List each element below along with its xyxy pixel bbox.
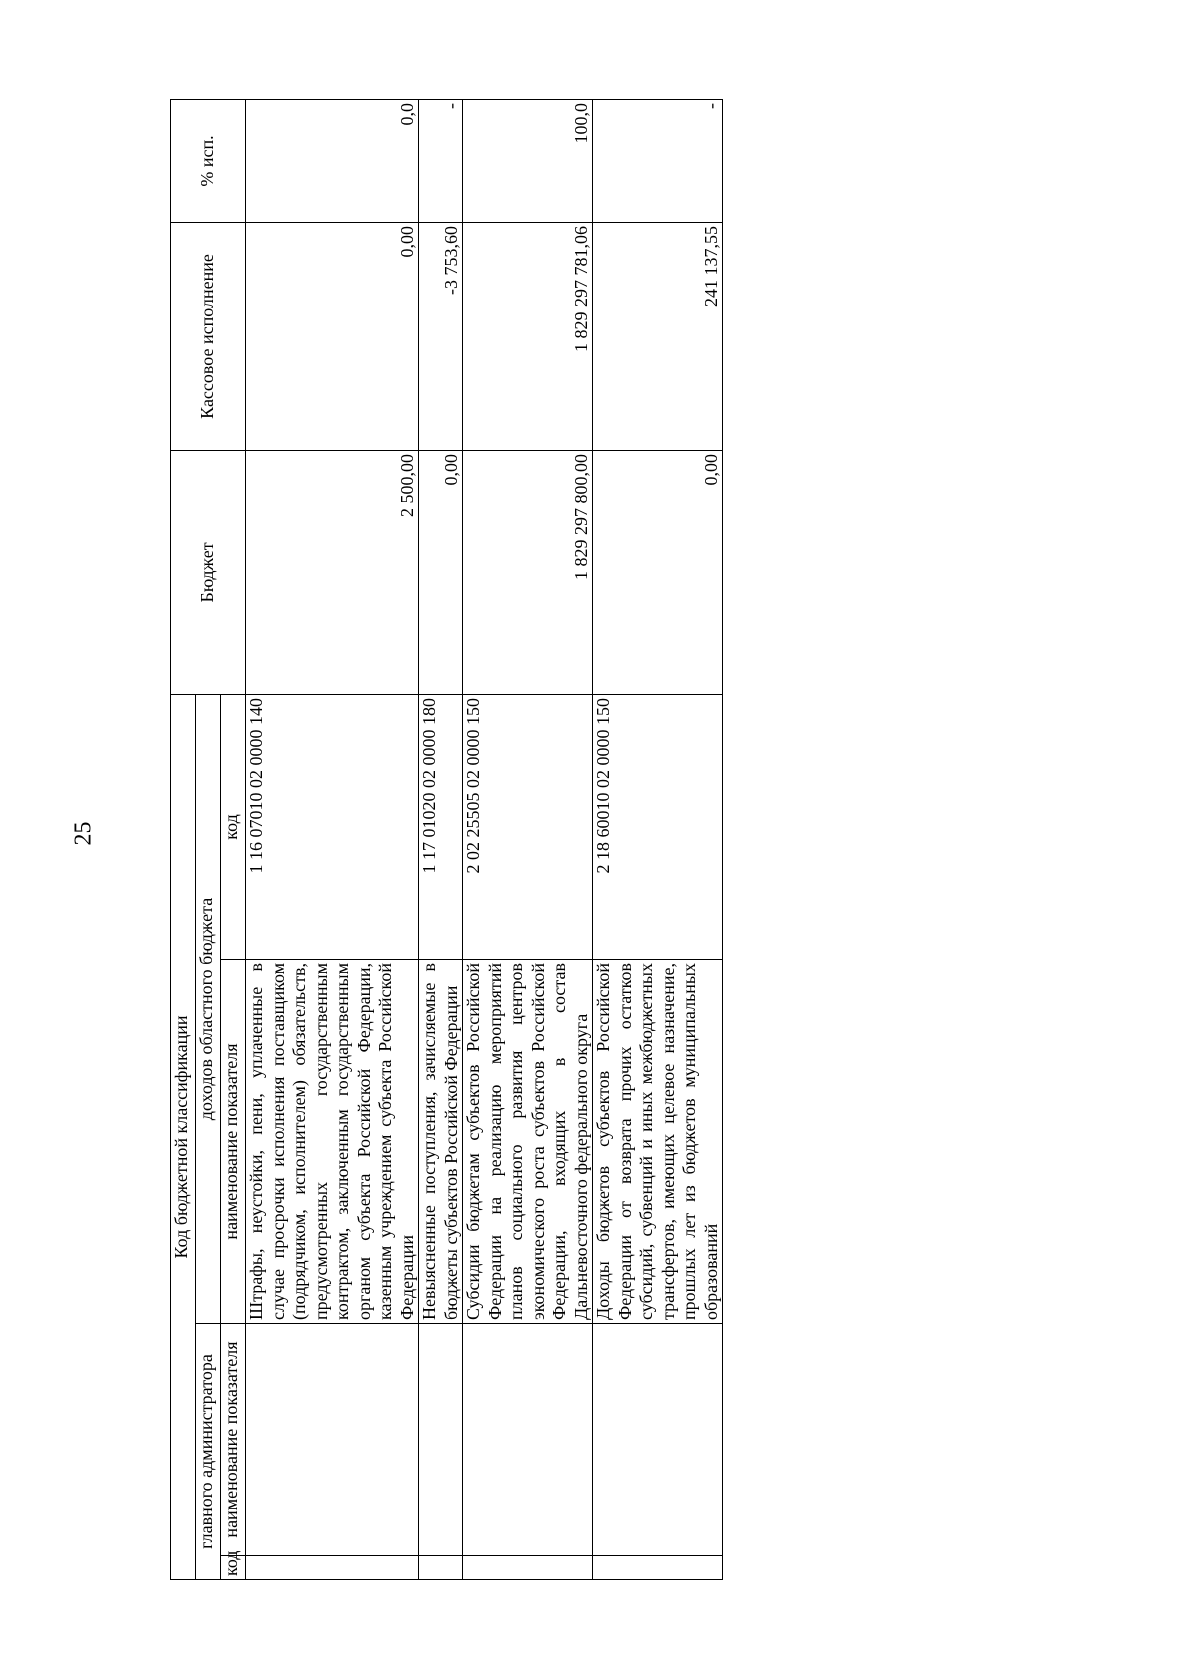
header-admin-code: код xyxy=(221,1556,246,1580)
execution-cell: -3 753,60 xyxy=(419,222,463,450)
income-code-cell: 1 16 07010 02 0000 140 xyxy=(246,694,419,959)
execution-cell: 241 137,55 xyxy=(593,222,723,450)
percent-cell: - xyxy=(593,99,723,222)
admin-name-cell xyxy=(463,1324,593,1556)
table-row xyxy=(463,99,593,1579)
table-row xyxy=(246,99,419,1579)
header-income-name: наименование показателя xyxy=(221,960,246,1324)
admin-name-cell xyxy=(593,1324,723,1556)
income-name-cell: Субсидии бюджетам субъектов Российской Федерации на реализацию мероприятий планов социального развития центров экономического роста субъектов Российской Федерации, входящих в состав Дальневосточного федерального округа xyxy=(463,960,593,1324)
percent-cell: 100,0 xyxy=(463,99,593,222)
percent-cell: 0,0 xyxy=(246,99,419,222)
header-admin-name: наименование показателя xyxy=(221,1324,246,1556)
income-name-cell: Штрафы, неустойки, пени, уплаченные в случае просрочки исполнения поставщиком (подрядчиком, исполнителем) обязательств, предусмотренных государственным контрактом, заключенным государственным органом субъекта Российской Федерации, казенным учреждением субъекта Российской Федерации xyxy=(246,960,419,1324)
header-execution: Кассовое исполнение xyxy=(171,222,246,450)
rotated-table-container xyxy=(170,100,1010,1580)
header-percent: % исп. xyxy=(171,99,246,222)
execution-cell: 1 829 297 781,06 xyxy=(463,222,593,450)
budget-cell: 1 829 297 800,00 xyxy=(463,450,593,694)
budget-table xyxy=(170,99,723,1580)
budget-cell: 0,00 xyxy=(419,450,463,694)
admin-code-cell xyxy=(246,1556,419,1580)
income-name-cell: Невыясненные поступления, зачисляемые в бюджеты субъектов Российской Федерации xyxy=(419,960,463,1324)
admin-name-cell xyxy=(246,1324,419,1556)
income-code-cell: 2 02 25505 02 0000 150 xyxy=(463,694,593,959)
table-row xyxy=(593,99,723,1579)
header-budget: Бюджет xyxy=(171,450,246,694)
admin-code-cell xyxy=(593,1556,723,1580)
execution-cell: 0,00 xyxy=(246,222,419,450)
header-kbk: Код бюджетной классификации xyxy=(171,694,196,1579)
percent-cell: - xyxy=(419,99,463,222)
income-code-cell: 2 18 60010 02 0000 150 xyxy=(593,694,723,959)
budget-cell: 0,00 xyxy=(593,450,723,694)
budget-cell: 2 500,00 xyxy=(246,450,419,694)
admin-code-cell xyxy=(463,1556,593,1580)
header-income-code: код xyxy=(221,694,246,959)
table-row xyxy=(419,99,463,1579)
admin-code-cell xyxy=(419,1556,463,1580)
income-code-cell: 1 17 01020 02 0000 180 xyxy=(419,694,463,959)
income-name-cell: Доходы бюджетов субъектов Российской Федерации от возврата прочих остатков субсидий, субвенций и иных межбюджетных трансфертов, имеющих целевое назначение, прошлых лет из бюджетов муниципальных образований xyxy=(593,960,723,1324)
admin-name-cell xyxy=(419,1324,463,1556)
header-income: доходов областного бюджета xyxy=(196,694,221,1323)
page-number: 25 xyxy=(70,821,97,846)
header-admin: главного администратора xyxy=(196,1324,221,1580)
